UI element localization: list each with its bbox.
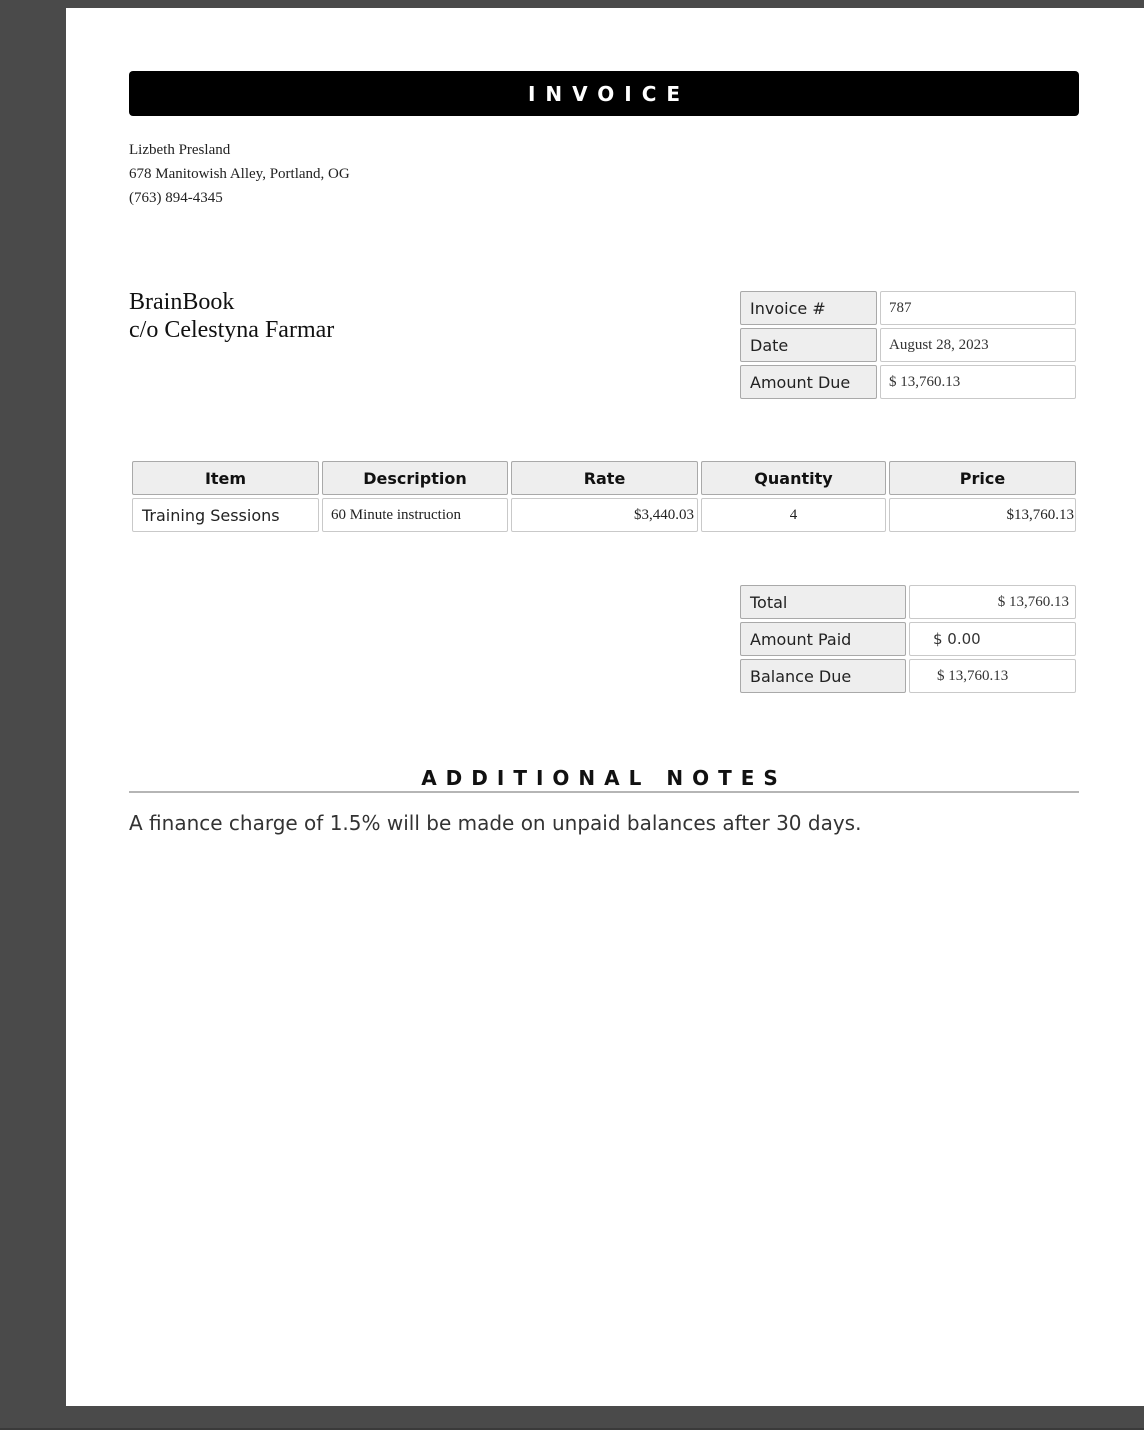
recipient-block <box>129 288 334 344</box>
totals-value-amount-paid: $ 0.00 <box>909 622 1076 656</box>
meta-label-invoice-number: Invoice # <box>740 291 877 325</box>
meta-value-amount-due: $ 13,760.13 <box>880 365 1076 399</box>
column-header-price: Price <box>889 461 1076 495</box>
sender-phone: (763) 894-4345 <box>129 190 223 206</box>
meta-value-date: August 28, 2023 <box>880 328 1076 362</box>
table-cell-description: 60 Minute instruction <box>322 498 508 532</box>
invoice-page <box>66 8 1144 1406</box>
totals-label-balance-due: Balance Due <box>740 659 906 693</box>
sender-name: Lizbeth Presland <box>129 142 231 158</box>
totals-value-total: $ 13,760.13 <box>909 585 1076 619</box>
meta-label-amount-due: Amount Due <box>740 365 877 399</box>
sender-block <box>129 138 350 210</box>
column-header-quantity: Quantity <box>701 461 886 495</box>
sender-address: 678 Manitowish Alley, Portland, OG <box>129 166 350 182</box>
totals-value-balance-due: $ 13,760.13 <box>909 659 1076 693</box>
column-header-description: Description <box>322 461 508 495</box>
recipient-company: BrainBook <box>129 289 235 315</box>
recipient-contact: c/o Celestyna Farmar <box>129 317 335 343</box>
table-cell-price: $13,760.13 <box>889 498 1076 532</box>
meta-value-invoice-number: 787 <box>880 291 1076 325</box>
totals-label-amount-paid: Amount Paid <box>740 622 906 656</box>
table-cell-quantity: 4 <box>701 498 886 532</box>
invoice-title: INVOICE <box>129 71 1079 116</box>
table-cell-rate: $3,440.03 <box>511 498 698 532</box>
column-header-item: Item <box>132 461 319 495</box>
table-cell-item: Training Sessions <box>132 498 319 532</box>
notes-heading: ADDITIONAL NOTES <box>421 766 787 790</box>
column-header-rate: Rate <box>511 461 698 495</box>
meta-label-date: Date <box>740 328 877 362</box>
notes-divider <box>129 791 1079 793</box>
totals-label-total: Total <box>740 585 906 619</box>
notes-text: A finance charge of 1.5% will be made on unpaid balances after 30 days. <box>129 811 862 835</box>
